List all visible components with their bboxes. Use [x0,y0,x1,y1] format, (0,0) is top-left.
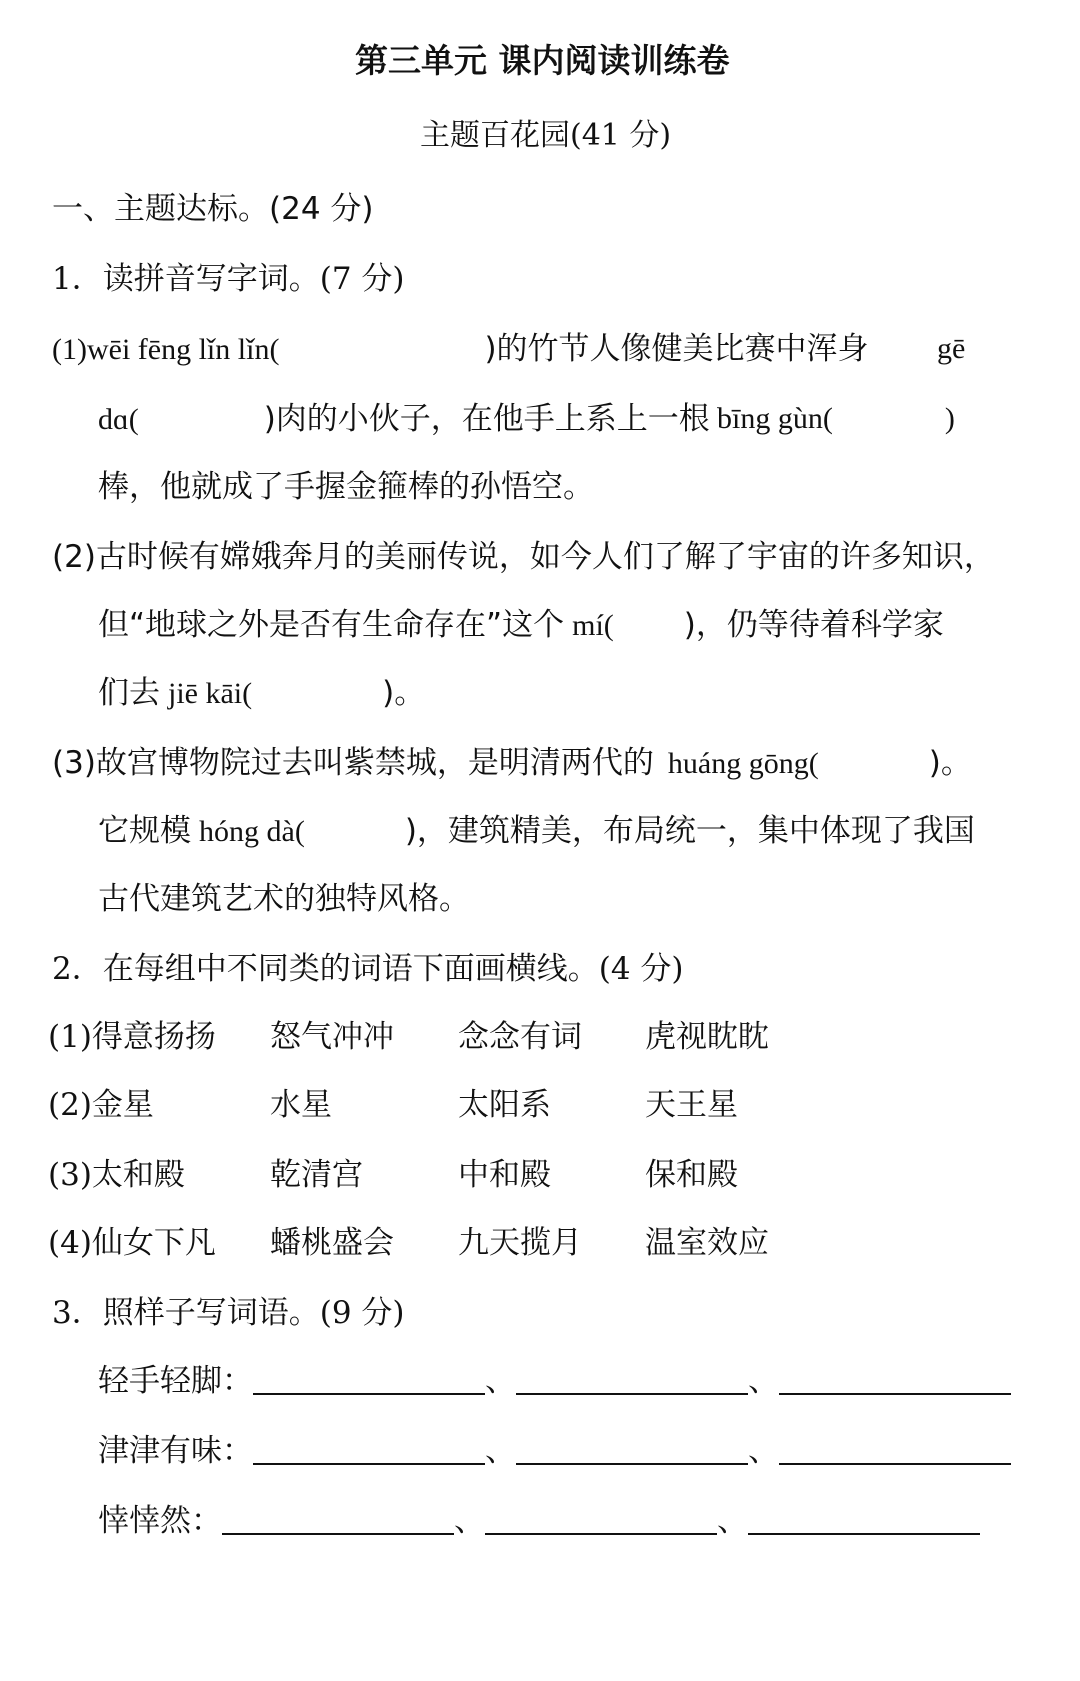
page-subtitle: 主题百花园(41 分) [420,118,672,153]
word-option[interactable]: 怒气冲冲 [270,1019,394,1055]
sentence-text: )。 [928,745,972,781]
word-group-row [0,1016,1080,1058]
example-word-label: 轻手轻脚： [98,1363,253,1399]
word-group-row [0,1222,1080,1264]
word-option[interactable]: (2)金星 [48,1087,154,1123]
answer-line[interactable] [779,1433,1011,1465]
answer-line[interactable] [222,1503,454,1535]
fill-word-row [98,1500,980,1542]
pinyin-text: bīng gùn( [717,402,833,435]
word-option[interactable]: 中和殿 [458,1157,551,1193]
example-word-label: 津津有味： [98,1433,253,1469]
word-option[interactable]: 虎视眈眈 [645,1019,769,1055]
fill-word-row [98,1360,1011,1402]
q1-part2-line2 [98,604,944,647]
separator-text: 、 [485,1433,516,1469]
q1-part1-line2-tail [717,398,955,440]
page-title: 第三单元 课内阅读训练卷 [355,41,730,80]
q1-part1-line1 [52,328,869,371]
q1-part1-line2 [98,398,710,441]
q1-part3-line1 [52,742,972,785]
q1-part1-line3: 棒，他就成了手握金箍棒的孙悟空。 [98,469,594,505]
sentence-text: (3)故宫博物院过去叫紫禁城，是明清两代的 [52,745,654,781]
question-1-heading: 1．读拼音写字词。(7 分) [52,261,405,297]
word-option[interactable]: (1)得意扬扬 [48,1019,216,1055]
pinyin-text: jiē kāi( [168,677,253,710]
word-option[interactable]: 太阳系 [458,1087,551,1123]
sentence-text: 们去 [98,675,160,711]
sentence-text: 但“地球之外是否有生命存在”这个 [98,607,565,643]
fill-word-row [98,1430,1011,1472]
example-word-label: 悻悻然： [98,1503,222,1539]
word-option[interactable]: 蟠桃盛会 [270,1225,394,1261]
q1-part3-line2 [98,810,975,853]
section-heading: 一、主题达标。(24 分) [52,191,374,227]
q1-part3-line3: 古代建筑艺术的独特风格。 [98,881,470,917]
pinyin-text: gē [937,332,966,365]
sentence-text: )。 [382,675,426,711]
word-group-row [0,1154,1080,1196]
answer-line[interactable] [485,1503,717,1535]
question-3-heading: 3．照样子写词语。(9 分) [52,1295,405,1331]
word-option[interactable]: 保和殿 [645,1157,738,1193]
pinyin-text: hóng dà( [199,815,305,848]
word-option[interactable]: (3)太和殿 [48,1157,185,1193]
word-option[interactable]: 乾清宫 [270,1157,363,1193]
sentence-text: )，建筑精美，布局统一，集中体现了我国 [404,813,975,849]
word-option[interactable]: 天王星 [645,1087,738,1123]
separator-text: 、 [717,1503,748,1539]
q1-part2-line1: (2)古时候有嫦娥奔月的美丽传说，如今人们了解了宇宙的许多知识， [52,539,995,575]
pinyin-text: (1)wēi fēng lǐn lǐn( [52,333,280,366]
answer-line[interactable] [253,1433,485,1465]
pinyin-text: mí( [572,609,614,642]
pinyin-text: dɑ( [98,403,139,436]
word-option[interactable]: 念念有词 [458,1019,582,1055]
answer-line[interactable] [748,1503,980,1535]
sentence-text: 它规模 [98,813,191,849]
answer-line[interactable] [516,1363,748,1395]
answer-line[interactable] [516,1433,748,1465]
pinyin-text: huáng gōng( [667,747,819,780]
answer-line[interactable] [253,1363,485,1395]
separator-text: 、 [748,1433,779,1469]
separator-text: 、 [748,1363,779,1399]
word-option[interactable]: (4)仙女下凡 [48,1225,216,1261]
separator-text: 、 [485,1363,516,1399]
sentence-text: )，仍等待着科学家 [683,607,944,643]
word-option[interactable]: 九天揽月 [458,1225,582,1261]
word-option[interactable]: 温室效应 [645,1225,769,1261]
sentence-text: )的竹节人像健美比赛中浑身 [484,331,869,367]
q1-part2-line3 [98,672,425,715]
word-group-row [0,1084,1080,1126]
question-2-heading: 2．在每组中不同类的词语下面画横线。(4 分) [52,951,684,987]
separator-text: 、 [454,1503,485,1539]
sentence-text: ) [944,402,955,435]
answer-line[interactable] [779,1363,1011,1395]
word-option[interactable]: 水星 [270,1087,332,1123]
sentence-text: )肉的小伙子，在他手上系上一根 [263,401,710,437]
